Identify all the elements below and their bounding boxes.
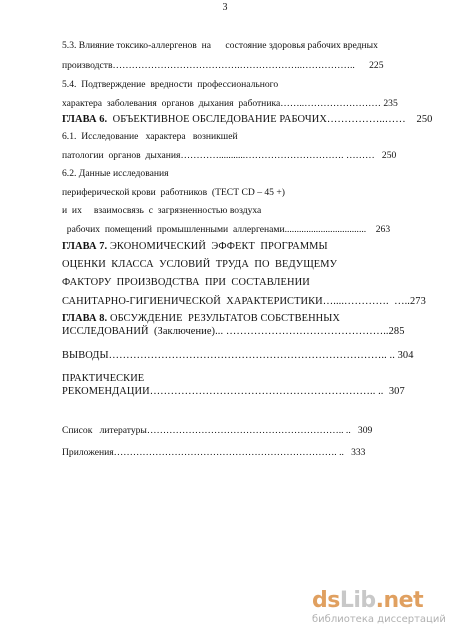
logo-net: .net — [375, 588, 424, 613]
toc-line-5-3-title: 5.3. Влияние токсико-аллергенов на состояние здоровья рабочих вредных — [62, 40, 378, 51]
toc-appendices: Приложения……………………………………………………………. .. 333 — [62, 447, 366, 458]
chapter-6-title: ОБЪЕКТИВНОЕ ОБСЛЕДОВАНИЕ РАБОЧИХ……………..…… 250 — [107, 114, 433, 125]
toc-line-6-2-sub1: периферической крови работников (ТЕСТ CD – 45 +) — [62, 187, 285, 198]
toc-references: Список литературы…………………………………………………….. .. 309 — [62, 425, 373, 436]
toc-chapter-8-line2: ИССЛЕДОВАНИЙ (Заключение)... ………………………………………..285 — [62, 326, 405, 337]
toc-recommendations-line1: ПРАКТИЧЕСКИЕ — [62, 373, 145, 384]
toc-line-6-1-title: 6.1. Исследование характера возникшей — [62, 131, 238, 142]
chapter-7-title: ЭКОНОМИЧЕСКИЙ ЭФФЕКТ ПРОГРАММЫ — [107, 241, 328, 252]
toc-line-5-3-page: производств………………………………….………………..…………….. 225 — [62, 60, 384, 71]
toc-chapter-7-line3: ФАКТОРУ ПРОИЗВОДСТВА ПРИ СОСТАВЛЕНИИ — [62, 277, 310, 288]
page-number: 3 — [222, 2, 228, 13]
toc-line-6-2-page: рабочих помещений промышленными аллергенами.................................. 263 — [62, 224, 391, 235]
toc-recommendations-line2: РЕКОМЕНДАЦИИ……………………………………………………….. .. 307 — [62, 386, 405, 397]
chapter-8-label: ГЛАВА 8. — [62, 313, 108, 324]
chapter-8-title: ОБСУЖДЕНИЕ РЕЗУЛЬТАТОВ СОБСТВЕННЫХ — [107, 313, 341, 324]
logo-ds: ds — [312, 588, 340, 613]
toc-line-5-4-title: 5.4. Подтверждение вредности профессионального — [62, 79, 279, 90]
toc-line-5-4-page: характера заболевания органов дыхания работника……..…………………… 235 — [62, 98, 398, 109]
toc-chapter-7-line2: ОЦЕНКИ КЛАССА УСЛОВИЙ ТРУДА ПО ВЕДУЩЕМУ — [62, 259, 338, 270]
logo-lib: Lib — [339, 588, 376, 613]
dslib-logo — [312, 588, 423, 613]
toc-chapter-8 — [62, 313, 340, 325]
toc-chapter-7-line4: САНИТАРНО-ГИГИЕНИЧЕСКОЙ ХАРАКТЕРИСТИКИ…....…………. …..273 — [62, 296, 426, 307]
toc-line-6-1-page: патологии органов дыхания…………...........…………………………. ……… 250 — [62, 150, 397, 161]
toc-line-6-2-title: 6.2. Данные исследования — [62, 168, 169, 179]
chapter-6-label: ГЛАВА 6. — [62, 114, 108, 125]
chapter-7-label: ГЛАВА 7. — [62, 241, 108, 252]
dslib-watermark — [312, 588, 446, 632]
toc-chapter-6 — [62, 114, 432, 126]
dslib-caption: библиотека диссертаций — [312, 614, 446, 625]
toc-conclusions: ВЫВОДЫ…………………………………………………………………….. .. 304 — [62, 350, 414, 361]
toc-chapter-7 — [62, 241, 328, 253]
toc-line-6-2-sub2: и их взаимосвязь с загрязненностью воздуха — [62, 205, 262, 216]
